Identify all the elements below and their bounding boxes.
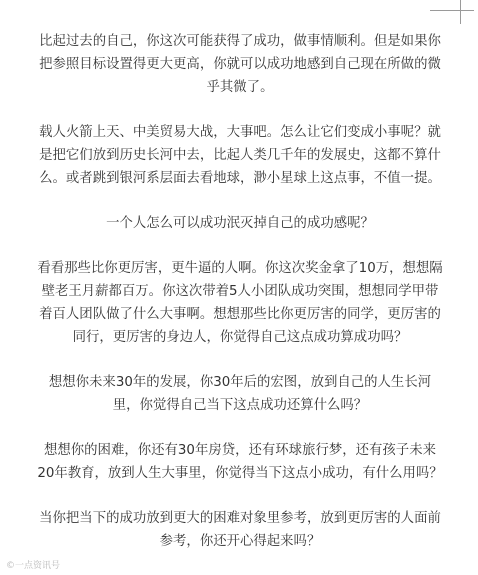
corner-crop-mark (430, 0, 478, 28)
text-line: 想想你的困难，你还有30年房贷，还有环球旅行梦，还有孩子未来 (44, 443, 436, 458)
text-line: 比起过去的自己，你这次可能获得了成功，做事情顺利。但是如果你 (39, 34, 441, 49)
text-line: 同行，更厉害的身边人，你觉得自己这点成功算成功吗？ (72, 330, 408, 345)
paragraph-3-question (14, 212, 466, 235)
paragraph-2 (14, 121, 466, 190)
paragraph-4 (14, 257, 466, 349)
crop-mark-horizontal (430, 10, 474, 11)
paragraph-7 (14, 507, 466, 553)
text-line: 想想你未来30年的发展，你30年后的宏图，放到自己的人生长河 (48, 375, 432, 390)
text-line: 着百人团队做了什么大事啊。想想那些比你更厉害的同学，更厉害的 (39, 307, 441, 322)
text-line: 20年教育，放到人生大事里，你觉得当下这点小成功，有什么用吗？ (37, 466, 443, 481)
text-line: 参考，你还开心得起来吗？ (159, 534, 321, 549)
paragraph-6 (14, 439, 466, 485)
text-line: 是把它们放到历史长河中去，比起人类几千年的发展史，这都不算什 (39, 148, 441, 163)
text-line: 壁老王月薪都百万。你这次带着5人小团队成功突围，想想同学甲带 (41, 284, 439, 299)
crop-mark-vertical (460, 0, 461, 24)
text-line: 乎其微了。 (206, 80, 274, 95)
article-body (14, 30, 466, 575)
text-line: 当你把当下的成功放到更大的困难对象里参考，放到更厉害的人面前 (39, 511, 441, 526)
text-line: 一个人怎么可以成功泯灭掉自己的成功感呢？ (106, 216, 374, 231)
watermark: ©一点资讯号 (6, 561, 61, 571)
text-line: 么。或者跳到银河系层面去看地球，渺小星球上这点事，不值一提。 (39, 171, 441, 186)
paragraph-5 (14, 371, 466, 417)
paragraph-1 (14, 30, 466, 99)
text-line: 看看那些比你更厉害，更牛逼的人啊。你这次奖金拿了10万，想想隔 (37, 261, 443, 276)
text-line: 里，你觉得自己当下这点成功还算什么吗？ (112, 398, 368, 413)
text-line: 把参照目标设置得更大更高，你就可以成功地感到自己现在所做的微 (39, 57, 441, 72)
text-line: 载人火箭上天、中美贸易大战，大事吧。怎么让它们变成小事呢？就 (39, 125, 441, 140)
